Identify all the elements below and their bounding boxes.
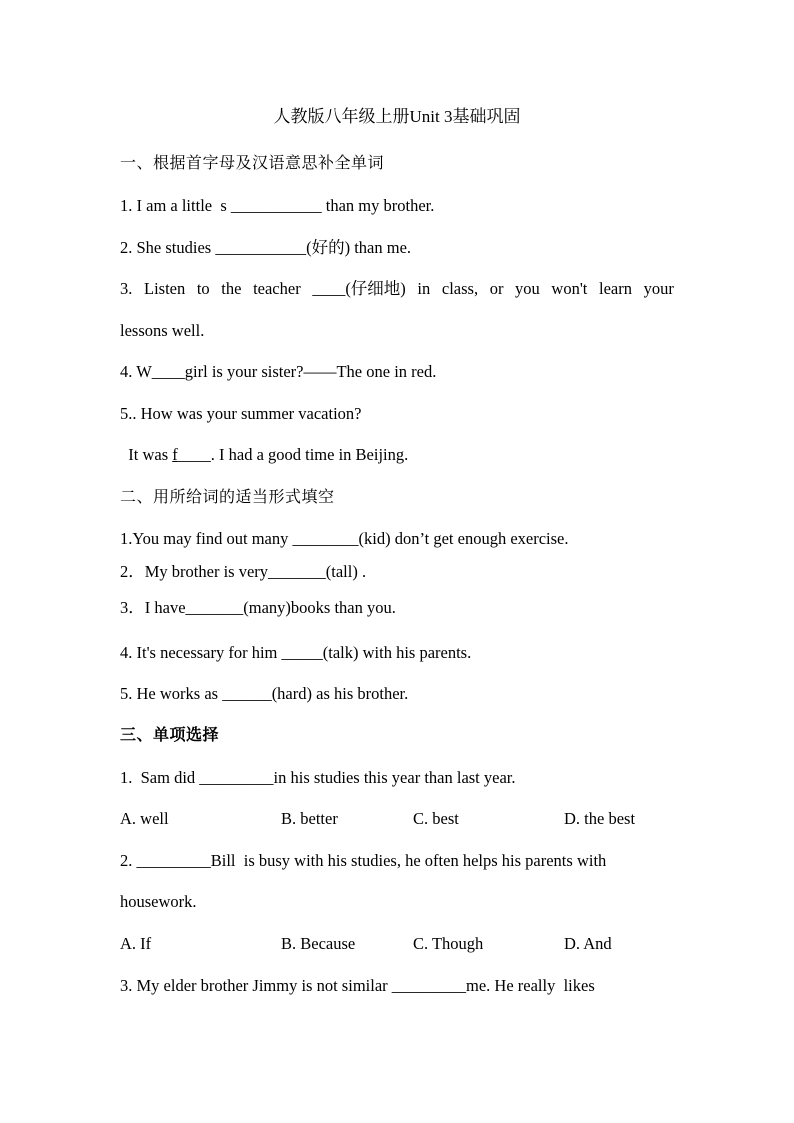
- question-3-word: your: [643, 279, 674, 298]
- question-3-word: or: [489, 279, 504, 298]
- section1-question-3-continued: lessons well.: [120, 321, 205, 340]
- q1-option-b: B. better: [281, 809, 338, 828]
- question-3-word: you: [515, 279, 540, 298]
- answer-text-start: It was: [120, 445, 173, 464]
- page-title: 人教版八年级上册Unit 3基础巩固: [273, 107, 521, 126]
- question-3-word: to: [196, 279, 210, 298]
- q2-option-a: A. If: [120, 934, 152, 953]
- section3-question-1: 1. Sam did _________in his studies this year than last year.: [120, 768, 516, 787]
- q2-option-c: C. Though: [413, 934, 484, 953]
- section1-question-5: 5.. How was your summer vacation?: [120, 404, 362, 423]
- answer-text-end: ____. I had a good time in Beijing.: [177, 445, 409, 464]
- section1-question-5-answer: [120, 445, 408, 465]
- underlined-initial: f: [172, 445, 178, 464]
- section3-question-3: 3. My elder brother Jimmy is not similar _________me. He really likes: [120, 976, 595, 995]
- section1-heading: 一、根据首字母及汉语意思补全单词: [120, 153, 385, 172]
- question-3-word: learn: [599, 279, 632, 298]
- question-3-word: 3.: [120, 279, 133, 298]
- q2-option-d: D. And: [564, 934, 612, 953]
- section2-question-5: 5. He works as ______(hard) as his brother.: [120, 684, 409, 703]
- section1-question-2: 2. She studies ___________(好的) than me.: [120, 238, 412, 257]
- section1-question-3: [120, 279, 674, 299]
- section2-question-3: 3．I have_______(many)books than you.: [120, 598, 396, 617]
- section3-question-2: 2. _________Bill is busy with his studies, he often helps his parents with: [120, 851, 607, 870]
- question-3-word: ____(仔细地): [312, 279, 406, 298]
- q2-option-b: B. Because: [281, 934, 356, 953]
- section3-question-2-continued: housework.: [120, 892, 197, 911]
- section3-heading: 三、单项选择: [120, 725, 220, 744]
- q1-option-a: A. well: [120, 809, 169, 828]
- section2-heading: 二、用所给词的适当形式填空: [120, 487, 335, 506]
- section2-question-4: 4. It's necessary for him _____(talk) with his parents.: [120, 643, 472, 662]
- section2-question-1: 1.You may find out many ________(kid) don’t get enough exercise.: [120, 529, 569, 548]
- section1-question-4: 4. W____girl is your sister?——The one in red.: [120, 362, 437, 381]
- question-3-word: in: [417, 279, 431, 298]
- question-3-word: Listen: [143, 279, 186, 298]
- question-3-word: won't: [551, 279, 588, 298]
- question-3-word: teacher: [253, 279, 301, 298]
- question-3-word: the: [221, 279, 242, 298]
- q1-option-d: D. the best: [564, 809, 636, 828]
- section2-question-2: 2．My brother is very_______(tall) .: [120, 562, 367, 581]
- section1-question-1: 1. I am a little s ___________ than my brother.: [120, 196, 435, 215]
- question-3-word: class,: [441, 279, 479, 298]
- q1-option-c: C. best: [413, 809, 459, 828]
